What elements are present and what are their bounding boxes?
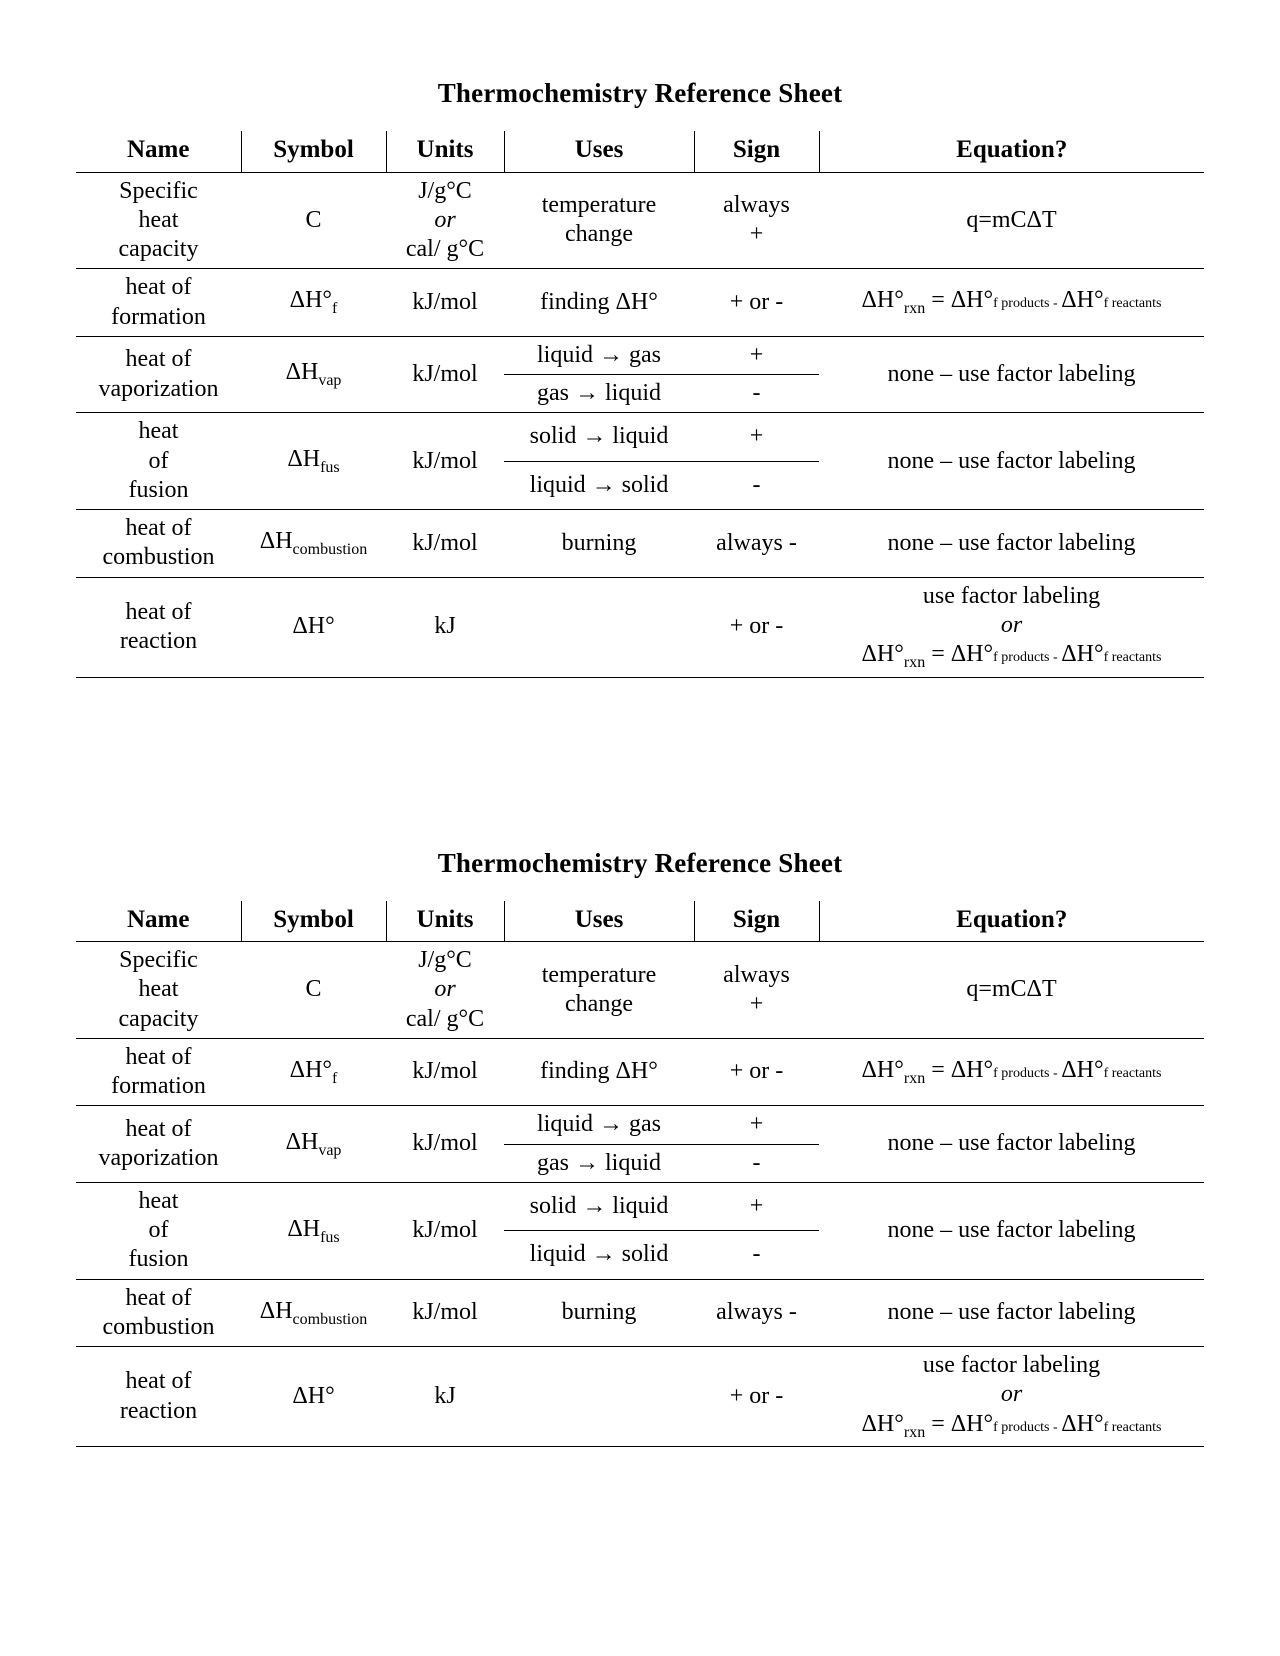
cell-symbol [241,510,386,578]
column-header-equation: Equation? [956,905,1068,933]
column-header-equation: Equation? [956,136,1068,163]
uses-line: temperature [541,192,657,219]
cell-sign: + or - [694,1038,819,1106]
name-line: fusion [128,1246,189,1273]
uses-line: temperature [541,961,657,988]
uses-line: change [565,990,633,1017]
symbol-base: ΔH [285,1128,319,1155]
cell-units: kJ [386,1347,504,1447]
table-row [76,413,1204,461]
table-row [76,510,1204,578]
name-line: fusion [128,476,189,503]
cell-equation: none – use factor labeling [819,336,1204,413]
table-row [76,1106,1204,1144]
cell-sign: + or - [694,577,819,677]
table-row [76,1347,1204,1447]
cell-equation: none – use factor labeling [819,1182,1204,1279]
equation-line [825,1410,1198,1442]
symbol-base: ΔH [259,1297,293,1324]
cell-units [386,942,504,1039]
cell-symbol: C [241,172,386,269]
sign-line: always [723,961,790,988]
name-line: formation [111,1073,206,1100]
cell-sign: + [694,336,819,374]
column-header-units: Units [386,131,504,172]
column-header-symbol: Symbol [241,131,386,172]
cell-sign: - [694,375,819,413]
cell-units: kJ/mol [386,510,504,578]
cell-equation: q=mCΔT [819,172,1204,269]
symbol-subscript: f [332,1069,338,1087]
symbol-base: ΔH [259,528,293,555]
units-line: cal/ g°C [405,1005,485,1032]
name-line: Specific [119,177,198,204]
cell-uses: finding ΔH° [504,269,694,337]
units-line: cal/ g°C [405,236,485,263]
symbol-subscript: fus [320,458,340,476]
eq-subscript: f reactants [1103,650,1162,666]
cell-units: kJ/mol [386,413,504,510]
cell-units [386,172,504,269]
eq-term: ΔH° [950,1410,994,1437]
equation-line: or [1000,611,1023,638]
eq-subscript: f reactants [1103,296,1162,312]
symbol-subscript: fus [320,1228,340,1246]
sheet-spacer [60,678,1220,848]
cell-name [76,269,241,337]
eq-operator: = [925,287,951,314]
cell-sign: + [694,1106,819,1144]
sign-line: always [723,192,790,219]
eq-term: ΔH° [1061,287,1104,314]
eq-subscript: f products [993,1419,1050,1435]
cell-equation: none – use factor labeling [819,510,1204,578]
cell-sign [694,172,819,269]
cell-name [76,336,241,413]
table-row [76,1279,1204,1347]
cell-equation: none – use factor labeling [819,1279,1204,1347]
cell-name [76,413,241,510]
cell-name [76,1038,241,1106]
cell-uses: finding ΔH° [504,1038,694,1106]
cell-name [76,1279,241,1347]
equation-line: use factor labeling [922,1352,1101,1379]
name-line: Specific [119,947,198,974]
name-line: heat of [125,515,192,542]
eq-operator: - [1049,296,1062,312]
eq-operator: - [1049,650,1062,666]
symbol-base: ΔH° [289,287,333,314]
eq-operator: - [1049,1065,1062,1081]
name-line: heat of [125,598,192,625]
equation-line: use factor labeling [922,582,1101,609]
column-header-sign: Sign [694,901,819,942]
table-row [76,1182,1204,1230]
eq-operator: = [925,641,951,668]
eq-subscript: f reactants [1103,1419,1162,1435]
cell-sign: always - [694,1279,819,1347]
eq-term: ΔH° [950,1056,994,1083]
table-row [76,336,1204,374]
cell-units: kJ/mol [386,336,504,413]
cell-equation [819,1038,1204,1106]
cell-uses: liquid → gas [504,1106,694,1144]
units-line: or [434,206,456,233]
column-header-units: Units [386,901,504,942]
cell-uses [504,172,694,269]
sign-line: + [749,990,764,1017]
cell-sign: + or - [694,1347,819,1447]
cell-name [76,510,241,578]
cell-units: kJ/mol [386,1106,504,1183]
cell-name [76,1182,241,1279]
name-line: heat [138,206,179,233]
symbol-base: ΔH [285,359,319,386]
cell-uses: burning [504,510,694,578]
name-line: heat [138,1187,179,1214]
uses-line: change [565,221,633,248]
cell-units: kJ/mol [386,1038,504,1106]
cell-uses: liquid → solid [504,1231,694,1279]
cell-name [76,577,241,677]
eq-term: ΔH° [861,1056,904,1083]
name-line: heat [138,976,179,1003]
cell-symbol [241,1038,386,1106]
eq-operator: = [925,1410,951,1437]
table-row [76,269,1204,337]
column-header-symbol: Symbol [241,901,386,942]
column-header-uses: Uses [504,131,694,172]
cell-uses: liquid → gas [504,336,694,374]
page-title: Thermochemistry Reference Sheet [437,78,843,108]
eq-subscript: f products [993,1065,1050,1081]
table-row [76,172,1204,269]
equation-line: or [1000,1381,1023,1408]
name-line: vaporization [98,1145,219,1172]
symbol-base: ΔH [287,446,321,473]
column-header-sign: Sign [694,131,819,172]
cell-equation: none – use factor labeling [819,413,1204,510]
eq-term: ΔH° [861,641,904,668]
name-line: heat [138,418,179,445]
table-header-row [76,901,1204,942]
cell-sign: + [694,413,819,461]
cell-symbol [241,336,386,413]
reference-sheet-2 [60,848,1220,1448]
cell-symbol [241,1182,386,1279]
cell-equation [819,1347,1204,1447]
title-spacer-2 [60,879,1220,901]
cell-sign: - [694,1231,819,1279]
cell-symbol: C [241,942,386,1039]
symbol-subscript: combustion [292,541,368,559]
name-line: heat of [125,274,192,301]
cell-units: kJ/mol [386,269,504,337]
cell-uses [504,1347,694,1447]
thermochemistry-table-2 [76,901,1204,1448]
eq-subscript: rxn [903,300,926,318]
column-header-uses: Uses [504,901,694,942]
name-line: combustion [102,544,215,571]
name-line: reaction [119,1397,198,1424]
cell-name [76,172,241,269]
column-header-name: Name [76,901,241,942]
top-spacer [60,0,1220,78]
name-line: of [148,447,169,474]
units-line: J/g°C [418,947,472,974]
name-line: heat of [125,1368,192,1395]
cell-sign: always - [694,510,819,578]
eq-term: ΔH° [950,641,994,668]
cell-sign: + or - [694,269,819,337]
cell-name [76,1106,241,1183]
table-bottom-border [76,1447,1204,1448]
eq-operator: - [1049,1419,1062,1435]
cell-sign: + [694,1182,819,1230]
units-line: J/g°C [418,177,472,204]
name-line: combustion [102,1313,215,1340]
name-line: heat of [125,1284,192,1311]
symbol-subscript: combustion [292,1310,368,1328]
cell-sign: - [694,1144,819,1182]
eq-subscript: f reactants [1103,1065,1162,1081]
symbol-base: ΔH° [289,1056,333,1083]
cell-uses [504,577,694,677]
column-header-name: Name [76,131,241,172]
symbol-base: ΔH [287,1215,321,1242]
cell-uses: gas → liquid [504,375,694,413]
cell-uses [504,942,694,1039]
cell-uses: solid → liquid [504,1182,694,1230]
symbol-subscript: vap [318,372,342,390]
cell-equation: none – use factor labeling [819,1106,1204,1183]
units-line: or [434,976,456,1003]
cell-symbol [241,413,386,510]
title-spacer [60,109,1220,131]
table-row [76,577,1204,677]
thermochemistry-table [76,131,1204,678]
eq-subscript: rxn [903,1069,926,1087]
cell-units: kJ/mol [386,1182,504,1279]
eq-operator: = [925,1056,951,1083]
table-row [76,942,1204,1039]
cell-units: kJ/mol [386,1279,504,1347]
cell-symbol: ΔH° [241,577,386,677]
cell-uses: solid → liquid [504,413,694,461]
name-line: vaporization [98,375,219,402]
name-line: capacity [118,236,199,263]
eq-term: ΔH° [861,1410,904,1437]
symbol-subscript: vap [318,1141,342,1159]
name-line: capacity [118,1005,199,1032]
cell-uses: gas → liquid [504,1144,694,1182]
name-line: heat of [125,346,192,373]
eq-term: ΔH° [1061,641,1104,668]
eq-subscript: f products [993,650,1050,666]
name-line: formation [111,303,206,330]
cell-symbol: ΔH° [241,1347,386,1447]
eq-term: ΔH° [1061,1410,1104,1437]
cell-symbol [241,1279,386,1347]
cell-units: kJ [386,577,504,677]
cell-sign: - [694,461,819,509]
symbol-subscript: f [332,300,338,318]
name-line: heat of [125,1115,192,1142]
cell-symbol [241,269,386,337]
cell-name [76,942,241,1039]
name-line: of [148,1217,169,1244]
cell-equation [819,577,1204,677]
cell-symbol [241,1106,386,1183]
eq-term: ΔH° [861,287,904,314]
cell-name [76,1347,241,1447]
name-line: heat of [125,1043,192,1070]
eq-term: ΔH° [950,287,994,314]
cell-equation: q=mCΔT [819,942,1204,1039]
eq-subscript: rxn [903,1423,926,1441]
eq-subscript: f products [993,296,1050,312]
reference-sheet-1 [60,78,1220,678]
sign-line: + [749,221,764,248]
equation-line [825,640,1198,672]
eq-term: ΔH° [1061,1056,1104,1083]
cell-equation [819,269,1204,337]
page-title-2: Thermochemistry Reference Sheet [437,847,843,878]
table-header-row [76,131,1204,172]
cell-sign [694,942,819,1039]
cell-uses: liquid → solid [504,461,694,509]
table-row [76,1038,1204,1106]
name-line: reaction [119,628,198,655]
cell-uses: burning [504,1279,694,1347]
eq-subscript: rxn [903,654,926,672]
